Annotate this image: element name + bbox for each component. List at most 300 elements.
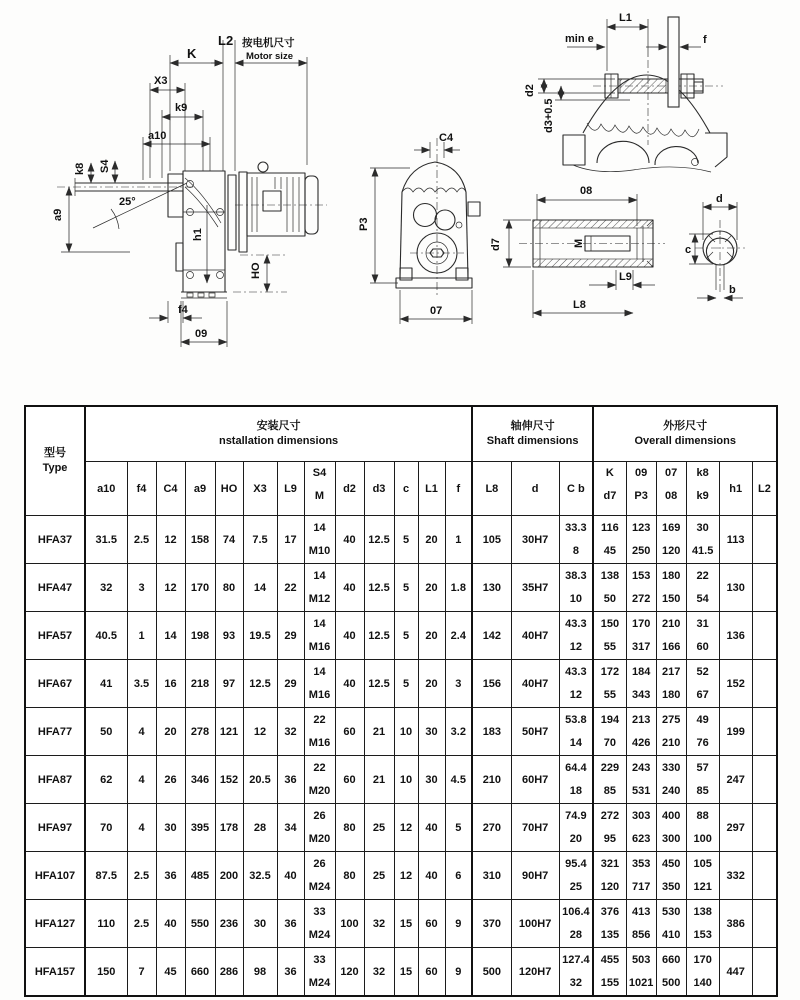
group-installation-zh: 安装尺寸 [256, 420, 301, 432]
value-cell: 52 67 [686, 660, 719, 708]
value-cell: 3 [445, 660, 472, 708]
value-cell [752, 660, 777, 708]
value-cell: 1.8 [445, 564, 472, 612]
value-cell: 40.5 [85, 612, 127, 660]
group-overall-zh: 外形尺寸 [663, 420, 708, 432]
value-cell: 97 [215, 660, 243, 708]
group-overall-en: Overall dimensions [634, 435, 736, 447]
value-cell: 321 120 [593, 852, 626, 900]
col-header-ho: HO [215, 462, 243, 516]
value-cell: 16 [156, 660, 185, 708]
dim-O9: 09 [195, 328, 208, 340]
dim-d2: d2 [524, 84, 536, 97]
col-header-c4: C4 [156, 462, 185, 516]
value-cell [752, 564, 777, 612]
dim-O7: 07 [430, 305, 443, 317]
value-cell: 36 [277, 900, 304, 948]
value-cell: 113 [719, 516, 752, 564]
dim-motor-size-en: Motor size [246, 51, 293, 62]
value-cell: 40 [335, 516, 364, 564]
value-cell: 40 [277, 852, 304, 900]
table-row [25, 900, 777, 948]
group-overall [593, 406, 777, 462]
dim-motor-size-zh: 按电机尺寸 [242, 37, 295, 49]
value-cell: 98 [243, 948, 277, 997]
value-cell: 30 [418, 756, 445, 804]
dimension-table [24, 405, 778, 997]
value-cell: 153 272 [626, 564, 656, 612]
value-cell: 270 [472, 804, 511, 852]
value-cell: 210 166 [656, 612, 686, 660]
front-view-outline [396, 138, 480, 298]
value-cell: 38.3 10 [559, 564, 593, 612]
dim-angle: 25° [119, 196, 136, 208]
col-header-kd7: K d7 [593, 462, 626, 516]
value-cell: 170 140 [686, 948, 719, 997]
col-header-d3: d3 [364, 462, 394, 516]
value-cell: 120H7 [511, 948, 559, 997]
model-cell-hfa37: HFA37 [25, 516, 85, 564]
value-cell [752, 708, 777, 756]
value-cell: 14 M10 [304, 516, 335, 564]
value-cell: 19.5 [243, 612, 277, 660]
dim-a10: a10 [148, 130, 167, 142]
dimension-table-area [24, 405, 778, 997]
value-cell: 40 [335, 564, 364, 612]
value-cell: 22 [277, 564, 304, 612]
shaft-view-dimensions [490, 185, 655, 318]
col-header-l8: L8 [472, 462, 511, 516]
value-cell: 2.5 [127, 852, 156, 900]
value-cell: 50H7 [511, 708, 559, 756]
value-cell: 3.2 [445, 708, 472, 756]
value-cell: 21 [364, 708, 394, 756]
col-header-l2: L2 [752, 462, 777, 516]
value-cell: 1 [445, 516, 472, 564]
dim-M: M [573, 238, 585, 248]
value-cell: 660 [185, 948, 215, 997]
value-cell: 80 [335, 804, 364, 852]
value-cell: 40 [418, 852, 445, 900]
dim-k8: k8 [74, 162, 86, 175]
value-cell: 198 [185, 612, 215, 660]
value-cell: 150 55 [593, 612, 626, 660]
type-header [25, 406, 85, 516]
value-cell: 87.5 [85, 852, 127, 900]
value-cell: 236 [215, 900, 243, 948]
table-row [25, 516, 777, 564]
value-cell: 12 [243, 708, 277, 756]
value-cell: 40 [335, 612, 364, 660]
value-cell [752, 804, 777, 852]
table-row [25, 804, 777, 852]
value-cell: 60 [335, 756, 364, 804]
type-header-en: Type [42, 462, 68, 474]
value-cell: 550 [185, 900, 215, 948]
value-cell: 332 [719, 852, 752, 900]
value-cell [752, 756, 777, 804]
value-cell: 210 [472, 756, 511, 804]
value-cell: 400 300 [656, 804, 686, 852]
value-cell: 2.5 [127, 900, 156, 948]
model-cell-hfa127: HFA127 [25, 900, 85, 948]
shaft-view-outline [519, 220, 665, 267]
value-cell: 247 [719, 756, 752, 804]
value-cell: 90H7 [511, 852, 559, 900]
front-view-drawing [350, 128, 500, 338]
col-header-s4m: S4 M [304, 462, 335, 516]
value-cell: 152 [215, 756, 243, 804]
value-cell: 170 [185, 564, 215, 612]
table-row [25, 756, 777, 804]
value-cell: 60 [418, 948, 445, 997]
value-cell: 121 [215, 708, 243, 756]
col-header-c: c [394, 462, 418, 516]
value-cell: 2.5 [127, 516, 156, 564]
value-cell: 36 [277, 756, 304, 804]
value-cell: 88 100 [686, 804, 719, 852]
dim-P3: P3 [358, 217, 370, 231]
group-installation-en: nstallation dimensions [218, 435, 339, 447]
group-header-row [25, 406, 777, 462]
drawing-area [0, 0, 800, 402]
dim-L9: L9 [619, 271, 632, 283]
value-cell: 353 717 [626, 852, 656, 900]
type-header-zh: 型号 [44, 447, 66, 459]
value-cell: 100 [335, 900, 364, 948]
value-cell: 57 85 [686, 756, 719, 804]
value-cell: 229 85 [593, 756, 626, 804]
value-cell: 20.5 [243, 756, 277, 804]
value-cell: 62 [85, 756, 127, 804]
value-cell: 152 [719, 660, 752, 708]
value-cell: 120 [335, 948, 364, 997]
dim-C4: C4 [439, 132, 454, 144]
value-cell: 12.5 [364, 660, 394, 708]
col-header-x3: X3 [243, 462, 277, 516]
value-cell: 22 54 [686, 564, 719, 612]
value-cell: 130 [472, 564, 511, 612]
model-cell-hfa67: HFA67 [25, 660, 85, 708]
model-cell-hfa107: HFA107 [25, 852, 85, 900]
value-cell: 20 [418, 612, 445, 660]
value-cell: 12.5 [243, 660, 277, 708]
value-cell: 40 [156, 900, 185, 948]
value-cell: 49 76 [686, 708, 719, 756]
value-cell: 33 M24 [304, 948, 335, 997]
value-cell: 25 [364, 852, 394, 900]
value-cell: 35H7 [511, 564, 559, 612]
dim-b: b [729, 284, 736, 296]
value-cell: 41 [85, 660, 127, 708]
value-cell: 74 [215, 516, 243, 564]
value-cell: 14 [156, 612, 185, 660]
value-cell: 7.5 [243, 516, 277, 564]
value-cell: 20 [156, 708, 185, 756]
value-cell: 20 [418, 564, 445, 612]
value-cell: 29 [277, 660, 304, 708]
value-cell: 278 [185, 708, 215, 756]
value-cell: 346 [185, 756, 215, 804]
dim-HO: HO [250, 262, 262, 279]
value-cell: 105 [472, 516, 511, 564]
dim-f4: f4 [178, 304, 188, 316]
value-cell: 12.5 [364, 612, 394, 660]
value-cell: 40 [418, 804, 445, 852]
value-cell: 32 [277, 708, 304, 756]
table-body [25, 516, 777, 997]
value-cell: 40H7 [511, 660, 559, 708]
value-cell: 28 [243, 804, 277, 852]
value-cell: 2.4 [445, 612, 472, 660]
value-cell: 30H7 [511, 516, 559, 564]
shaft-view-drawing [485, 178, 670, 338]
value-cell: 74.9 20 [559, 804, 593, 852]
dim-L1: L1 [619, 12, 632, 24]
table-row [25, 660, 777, 708]
value-cell: 60 [335, 708, 364, 756]
value-cell: 395 [185, 804, 215, 852]
col-header-f: f [445, 462, 472, 516]
value-cell: 40H7 [511, 612, 559, 660]
value-cell: 447 [719, 948, 752, 997]
value-cell: 106.4 28 [559, 900, 593, 948]
dim-h1: h1 [192, 228, 204, 241]
value-cell: 500 [472, 948, 511, 997]
value-cell: 5 [394, 564, 418, 612]
group-installation [85, 406, 472, 462]
value-cell: 31.5 [85, 516, 127, 564]
col-header-09p3: 09 P3 [626, 462, 656, 516]
value-cell: 60H7 [511, 756, 559, 804]
value-cell: 10 [394, 756, 418, 804]
table-row [25, 612, 777, 660]
value-cell: 14 M12 [304, 564, 335, 612]
model-cell-hfa97: HFA97 [25, 804, 85, 852]
dim-K: K [187, 46, 197, 61]
value-cell: 12 [394, 804, 418, 852]
table-row [25, 564, 777, 612]
col-header-h1: h1 [719, 462, 752, 516]
value-cell: 169 120 [656, 516, 686, 564]
value-cell: 105 121 [686, 852, 719, 900]
value-cell: 183 [472, 708, 511, 756]
value-cell: 30 [418, 708, 445, 756]
value-cell: 116 45 [593, 516, 626, 564]
col-header-a10: a10 [85, 462, 127, 516]
col-header-cb: C b [559, 462, 593, 516]
value-cell: 43.3 12 [559, 660, 593, 708]
value-cell: 503 1021 [626, 948, 656, 997]
value-cell: 7 [127, 948, 156, 997]
value-cell: 12.5 [364, 516, 394, 564]
group-shaft-zh: 轴伸尺寸 [510, 420, 555, 432]
keyway-view-drawing [683, 190, 788, 320]
value-cell: 4 [127, 804, 156, 852]
value-cell: 455 155 [593, 948, 626, 997]
value-cell: 32 [85, 564, 127, 612]
value-cell: 142 [472, 612, 511, 660]
value-cell: 14 M16 [304, 660, 335, 708]
col-header-d: d [511, 462, 559, 516]
value-cell: 199 [719, 708, 752, 756]
value-cell: 3.5 [127, 660, 156, 708]
value-cell: 136 [719, 612, 752, 660]
dim-O8: 08 [580, 185, 593, 197]
value-cell: 32 [364, 948, 394, 997]
value-cell: 26 [156, 756, 185, 804]
subheader-row [25, 462, 777, 516]
value-cell: 5 [394, 612, 418, 660]
col-header-d2: d2 [335, 462, 364, 516]
value-cell: 20 [418, 660, 445, 708]
value-cell [752, 900, 777, 948]
value-cell: 485 [185, 852, 215, 900]
value-cell: 22 M20 [304, 756, 335, 804]
value-cell: 22 M16 [304, 708, 335, 756]
group-shaft-en: Shaft dimensions [486, 435, 579, 447]
value-cell: 170 317 [626, 612, 656, 660]
value-cell: 275 210 [656, 708, 686, 756]
value-cell: 29 [277, 612, 304, 660]
value-cell: 9 [445, 948, 472, 997]
dim-S4: S4 [99, 159, 111, 173]
value-cell: 32 [364, 900, 394, 948]
value-cell: 30 [243, 900, 277, 948]
value-cell: 31 60 [686, 612, 719, 660]
value-cell: 12 [156, 516, 185, 564]
side-view-drawing [35, 15, 345, 360]
value-cell: 9 [445, 900, 472, 948]
group-shaft [472, 406, 593, 462]
value-cell: 95.4 25 [559, 852, 593, 900]
value-cell: 30 41.5 [686, 516, 719, 564]
keyway-view-outline [695, 220, 745, 294]
dim-d: d [716, 193, 723, 205]
value-cell: 15 [394, 948, 418, 997]
value-cell: 70 [85, 804, 127, 852]
value-cell: 150 [85, 948, 127, 997]
dim-L8: L8 [573, 299, 586, 311]
value-cell: 25 [364, 804, 394, 852]
value-cell: 450 350 [656, 852, 686, 900]
value-cell: 43.3 12 [559, 612, 593, 660]
table-row [25, 708, 777, 756]
value-cell [752, 948, 777, 997]
value-cell: 4 [127, 708, 156, 756]
value-cell: 64.4 18 [559, 756, 593, 804]
dim-f: f [703, 34, 707, 46]
value-cell: 138 153 [686, 900, 719, 948]
value-cell: 80 [335, 852, 364, 900]
value-cell: 12 [156, 564, 185, 612]
model-cell-hfa57: HFA57 [25, 612, 85, 660]
value-cell: 213 426 [626, 708, 656, 756]
value-cell: 30 [156, 804, 185, 852]
value-cell: 14 [243, 564, 277, 612]
col-header-0708: 07 08 [656, 462, 686, 516]
value-cell: 40 [335, 660, 364, 708]
side-view-dimensions [52, 33, 307, 347]
value-cell: 33 M24 [304, 900, 335, 948]
keyway-view-dimensions [685, 193, 743, 298]
value-cell: 32.5 [243, 852, 277, 900]
value-cell: 53.8 14 [559, 708, 593, 756]
value-cell [752, 516, 777, 564]
value-cell: 10 [394, 708, 418, 756]
value-cell: 272 95 [593, 804, 626, 852]
value-cell: 178 [215, 804, 243, 852]
value-cell: 376 135 [593, 900, 626, 948]
value-cell: 158 [185, 516, 215, 564]
dim-a9: a9 [52, 208, 64, 221]
value-cell: 14 M16 [304, 612, 335, 660]
table-row [25, 948, 777, 997]
value-cell: 303 623 [626, 804, 656, 852]
value-cell: 21 [364, 756, 394, 804]
value-cell: 5 [394, 516, 418, 564]
value-cell: 200 [215, 852, 243, 900]
value-cell: 370 [472, 900, 511, 948]
value-cell: 70H7 [511, 804, 559, 852]
value-cell: 413 856 [626, 900, 656, 948]
col-header-l1: L1 [418, 462, 445, 516]
value-cell: 530 410 [656, 900, 686, 948]
value-cell: 330 240 [656, 756, 686, 804]
model-cell-hfa87: HFA87 [25, 756, 85, 804]
value-cell: 33.3 8 [559, 516, 593, 564]
value-cell: 156 [472, 660, 511, 708]
value-cell: 26 M24 [304, 852, 335, 900]
dim-k9: k9 [175, 102, 188, 114]
value-cell: 217 180 [656, 660, 686, 708]
value-cell [752, 612, 777, 660]
value-cell: 123 250 [626, 516, 656, 564]
model-cell-hfa157: HFA157 [25, 948, 85, 997]
value-cell: 310 [472, 852, 511, 900]
value-cell: 180 150 [656, 564, 686, 612]
value-cell: 15 [394, 900, 418, 948]
model-cell-hfa47: HFA47 [25, 564, 85, 612]
value-cell: 4 [127, 756, 156, 804]
value-cell: 127.4 32 [559, 948, 593, 997]
value-cell: 17 [277, 516, 304, 564]
value-cell: 1 [127, 612, 156, 660]
value-cell: 34 [277, 804, 304, 852]
value-cell: 386 [719, 900, 752, 948]
value-cell [752, 852, 777, 900]
model-cell-hfa77: HFA77 [25, 708, 85, 756]
value-cell: 3 [127, 564, 156, 612]
value-cell: 4.5 [445, 756, 472, 804]
col-header-l9: L9 [277, 462, 304, 516]
value-cell: 26 M20 [304, 804, 335, 852]
value-cell: 218 [185, 660, 215, 708]
value-cell: 172 55 [593, 660, 626, 708]
value-cell: 93 [215, 612, 243, 660]
value-cell: 12.5 [364, 564, 394, 612]
value-cell: 297 [719, 804, 752, 852]
table-row [25, 852, 777, 900]
dim-L2: L2 [218, 33, 234, 48]
value-cell: 36 [156, 852, 185, 900]
value-cell: 50 [85, 708, 127, 756]
value-cell: 100H7 [511, 900, 559, 948]
value-cell: 20 [418, 516, 445, 564]
value-cell: 6 [445, 852, 472, 900]
value-cell: 138 50 [593, 564, 626, 612]
dim-c: c [685, 244, 692, 256]
